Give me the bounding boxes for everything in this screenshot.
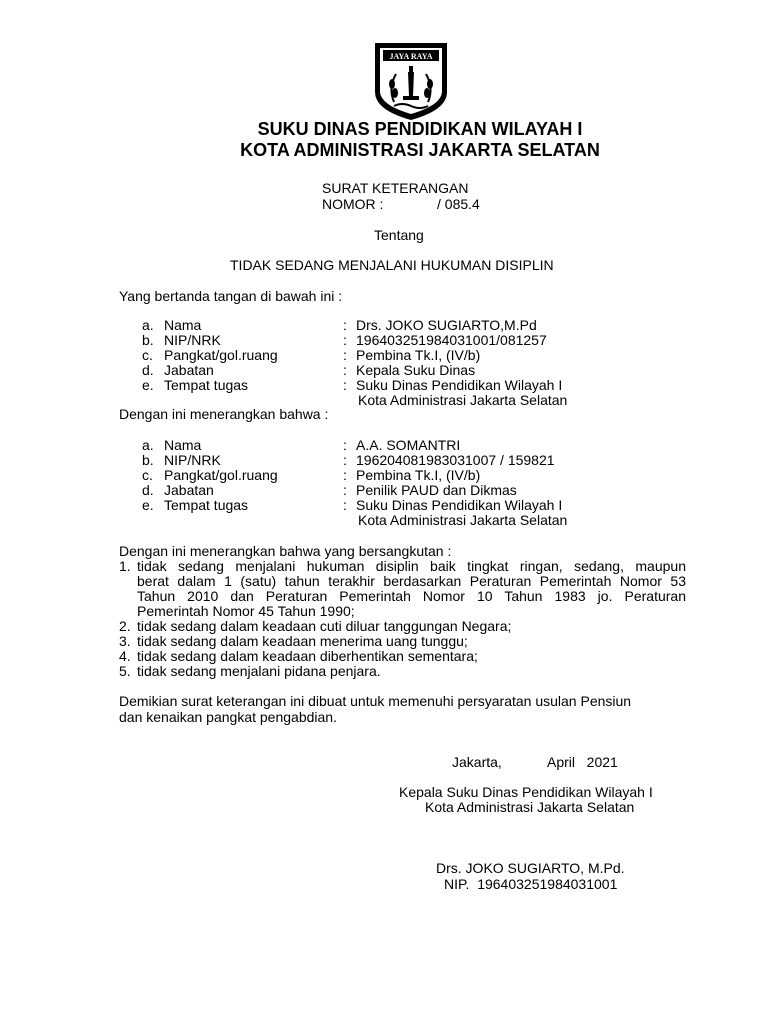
row-colon: :	[343, 452, 347, 468]
signature-position-2: Kota Administrasi Jakarta Selatan	[425, 799, 635, 815]
row-value: Pembina Tk.I, (IV/b)	[356, 347, 481, 363]
statement-1-line-1: tidak sedang menjalani hukuman disiplin baik tingkat ringan, sedang, maupun	[137, 558, 686, 574]
row-label: Jabatan	[164, 362, 214, 378]
row-letter: e.	[142, 497, 154, 513]
header-line-2: KOTA ADMINISTRASI JAKARTA SELATAN	[240, 140, 600, 160]
doc-title: SURAT KETERANGAN	[322, 180, 469, 196]
statement-text: tidak sedang dalam keadaan cuti diluar tanggungan Negara;	[137, 618, 512, 634]
row-label: Nama	[164, 437, 202, 453]
statement-1-line-4: Pemerintah Nomor 45 Tahun 1990;	[137, 603, 355, 619]
header-line-1: SUKU DINAS PENDIDIKAN WILAYAH I	[257, 119, 583, 139]
signatory-name: Drs. JOKO SUGIARTO, M.Pd.	[436, 860, 625, 876]
jakarta-seal-logo	[372, 40, 450, 122]
row-letter: e.	[142, 377, 154, 393]
seal-banner-text: JAYA RAYA	[389, 52, 433, 61]
row-colon: :	[343, 317, 347, 333]
row-letter: d.	[142, 362, 154, 378]
statement-intro: Dengan ini menerangkan bahwa yang bersangkutan :	[119, 543, 452, 559]
row-letter: c.	[142, 467, 153, 483]
row-value: 196204081983031007 / 159821	[356, 452, 555, 468]
nomor-value: / 085.4	[437, 196, 480, 212]
nomor-label: NOMOR :	[322, 196, 384, 212]
row-label: NIP/NRK	[164, 332, 221, 348]
row-value: Suku Dinas Pendidikan Wilayah I	[356, 497, 563, 513]
statement-1-line-2: berat dalam 1 (satu) tahun terakhir berdasarkan Peraturan Pemerintah Nomor 53	[137, 573, 686, 589]
row-letter: b.	[142, 452, 154, 468]
row-colon: :	[343, 332, 347, 348]
row-colon: :	[343, 437, 347, 453]
row-letter: b.	[142, 332, 154, 348]
row-label: Nama	[164, 317, 202, 333]
list-number: 2.	[119, 618, 131, 634]
row-colon: :	[343, 482, 347, 498]
signatory-nip: NIP. 196403251984031001	[444, 876, 618, 892]
statement-text: tidak sedang dalam keadaan diberhentikan sementara;	[137, 648, 478, 664]
list-number: 1.	[119, 558, 131, 574]
row-letter: c.	[142, 347, 153, 363]
signature-date: April 2021	[547, 754, 618, 770]
row-value: Kepala Suku Dinas	[356, 362, 476, 378]
row-colon: :	[343, 377, 347, 393]
list-number: 4.	[119, 648, 131, 664]
row-letter: d.	[142, 482, 154, 498]
row-value: Pembina Tk.I, (IV/b)	[356, 467, 481, 483]
closing-line-2: dan kenaikan pangkat pengabdian.	[119, 709, 337, 725]
row-colon: :	[343, 467, 347, 483]
row-colon: :	[343, 362, 347, 378]
list-number: 5.	[119, 663, 131, 679]
row-label: Tempat tugas	[164, 377, 249, 393]
signer-workplace-continuation: Kota Administrasi Jakarta Selatan	[358, 392, 568, 408]
row-label: Tempat tugas	[164, 497, 249, 513]
row-colon: :	[343, 497, 347, 513]
intro-signer: Yang bertanda tangan di bawah ini :	[119, 288, 343, 304]
row-label: Jabatan	[164, 482, 214, 498]
row-value: Drs. JOKO SUGIARTO,M.Pd	[356, 317, 537, 333]
signature-position-1: Kepala Suku Dinas Pendidikan Wilayah I	[399, 784, 653, 800]
statement-1-line-3: Tahun 2010 dan Peraturan Pemerintah Nomor 10 Tahun 1983 jo. Peraturan	[137, 588, 686, 604]
statement-text: tidak sedang menjalani pidana penjara.	[137, 663, 381, 679]
row-label: Pangkat/gol.ruang	[164, 467, 278, 483]
row-letter: a.	[142, 317, 154, 333]
doc-subject: TIDAK SEDANG MENJALANI HUKUMAN DISIPLIN	[230, 257, 554, 273]
row-label: NIP/NRK	[164, 452, 221, 468]
row-value: Suku Dinas Pendidikan Wilayah I	[356, 377, 563, 393]
row-value: Penilik PAUD dan Dikmas	[356, 482, 517, 498]
row-value: 196403251984031001/081257	[356, 332, 547, 348]
closing-line-1: Demikian surat keterangan ini dibuat untuk memenuhi persyaratan usulan Pensiun	[119, 693, 632, 709]
row-value: A.A. SOMANTRI	[356, 437, 461, 453]
list-number: 3.	[119, 633, 131, 649]
row-colon: :	[343, 347, 347, 363]
intro-subject: Dengan ini menerangkan bahwa :	[119, 406, 329, 422]
statement-text: tidak sedang dalam keadaan menerima uang tunggu;	[137, 633, 468, 649]
tentang-label: Tentang	[374, 227, 424, 243]
signature-place: Jakarta,	[452, 754, 502, 770]
row-letter: a.	[142, 437, 154, 453]
subject-workplace-continuation: Kota Administrasi Jakarta Selatan	[358, 512, 568, 528]
row-label: Pangkat/gol.ruang	[164, 347, 278, 363]
